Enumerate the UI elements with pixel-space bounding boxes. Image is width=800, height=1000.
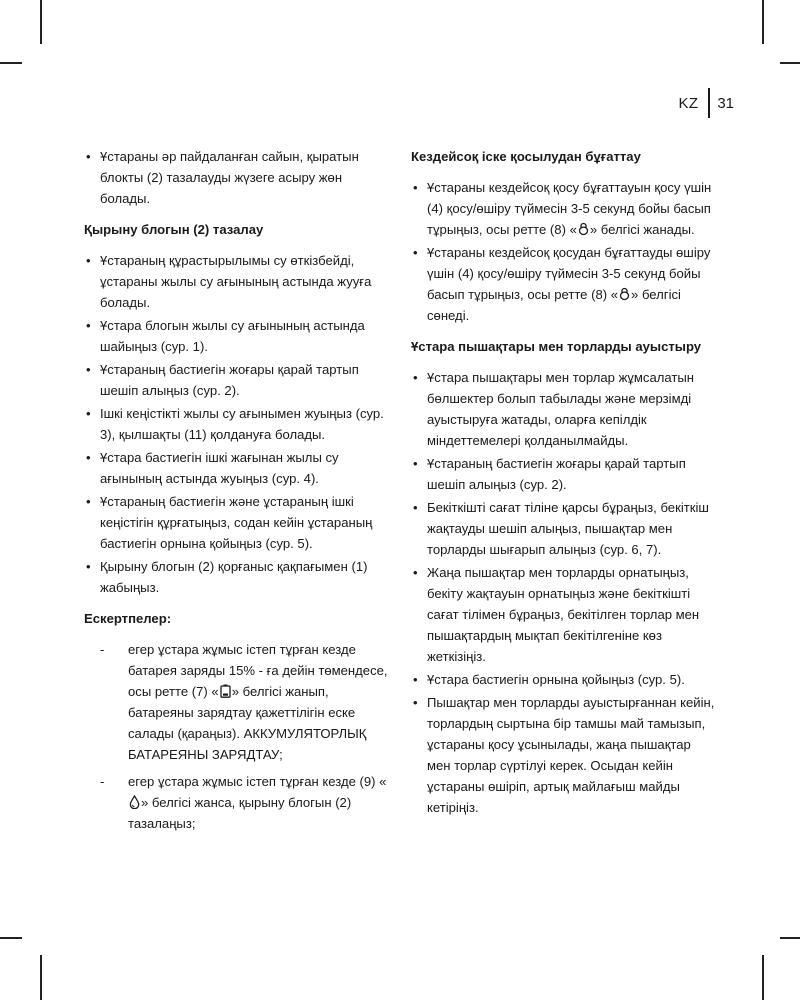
section-heading-replace: Ұстара пышақтары мен торларды ауыстыру — [411, 339, 702, 354]
bullet-mark: • — [86, 149, 91, 164]
bullet-mark: • — [413, 500, 418, 515]
bullet-mark: • — [413, 695, 418, 710]
list-item — [411, 177, 716, 240]
list-item-text: Ұстараның құрастырылымы су өткізбейді, ұстараны жылы су ағынының астында жууға болады. — [100, 253, 372, 310]
intro-list — [84, 146, 390, 209]
bullet-mark: • — [413, 180, 418, 195]
note-text-part: » белгісі жанса, қырыну блогын (2) тазалаңыз; — [128, 795, 352, 831]
list-item-text: Ұстара пышақтары мен торлар жұмсалатын бөлшектер болып табылады және мерзімді ауыстыруға жатады, оларға кепілдік міндеттемелері қолданылмайды. — [427, 370, 695, 448]
list-item-text: Ұстара блогын жылы су ағынының астында шайыңыз (сур. 1). — [100, 318, 365, 354]
lock-icon — [619, 287, 630, 301]
cleaning-list — [84, 250, 390, 598]
page-header — [679, 88, 734, 118]
list-item — [411, 692, 716, 818]
note-item — [100, 771, 390, 834]
right-column — [411, 146, 716, 828]
dash-mark: - — [100, 774, 105, 789]
bullet-mark: • — [86, 362, 91, 377]
note-text-part: » белгісі жанып, батареяны зарядтау қажеттілігін еске салады (қараңыз). АККУМУЛЯТОРЛЫҚ БАТАРЕЯНЫ ЗАРЯДТАУ; — [128, 684, 367, 762]
note-text-part: егер ұстара жұмыс істеп тұрған кезде батарея заряды 15% - ға дейін төмендесе, осы ретте (7) « — [128, 642, 388, 699]
bullet-mark: • — [86, 559, 91, 574]
bullet-mark: • — [413, 370, 418, 385]
list-item — [411, 497, 716, 560]
list-item — [84, 447, 390, 489]
left-column — [84, 146, 390, 844]
list-item — [411, 367, 716, 451]
dash-mark: - — [100, 642, 105, 657]
crop-mark — [780, 937, 800, 939]
crop-mark — [0, 62, 22, 64]
section-heading-lock: Кездейсоқ іске қосылудан бұғаттау — [411, 149, 641, 164]
bullet-mark: • — [86, 494, 91, 509]
list-item-text: Ұстараның бастиегін жоғары қарай тартып шешіп алыңыз (сур. 2). — [427, 456, 686, 492]
crop-mark — [40, 0, 42, 44]
list-item — [411, 562, 716, 667]
list-item-text: Жаңа пышақтар мен торларды орнатыңыз, бекіту жақтауын орнатыңыз және бекіткішті сағат тілімен бұраңыз, бекітілген торлар мен пышақтардың мықтап бекітілгеніне көз жеткізіңіз. — [427, 565, 700, 664]
replace-list — [411, 367, 716, 818]
list-item — [411, 669, 716, 690]
crop-mark — [780, 62, 800, 64]
language-code: KZ — [678, 94, 699, 112]
crop-mark — [762, 0, 764, 44]
list-item-text: Ұстараның бастиегін жоғары қарай тартып шешіп алыңыз (сур. 2). — [100, 362, 359, 398]
bullet-mark: • — [413, 565, 418, 580]
list-item-text: Ұстараны кездейсоқ қосу бұғаттауын қосу үшін (4) қосу/өшіру түймесін 3-5 секунд бойы басып тұрыңыз, осы ретте (8) « — [427, 180, 712, 237]
section-heading-cleaning: Қырыну блогын (2) тазалау — [84, 222, 264, 237]
list-item-text: Бекіткішті сағат тіліне қарсы бұраңыз, бекіткіш жақтауды шешіп алыңыз, пышақтар мен торларды шығарып алыңыз (сур. 6, 7). — [427, 500, 709, 557]
list-item — [84, 250, 390, 313]
bullet-mark: • — [86, 450, 91, 465]
bullet-mark: • — [413, 672, 418, 687]
crop-mark — [762, 955, 764, 1000]
shaver-drop-icon — [129, 795, 140, 809]
list-item — [84, 491, 390, 554]
bullet-mark: • — [413, 456, 418, 471]
bullet-mark: • — [413, 245, 418, 260]
list-item-text: Қырыну блогын (2) қорғаныс қақпағымен (1) жабыңыз. — [100, 559, 368, 595]
battery-low-icon — [220, 684, 231, 698]
lock-icon — [578, 222, 589, 236]
list-item — [84, 556, 390, 598]
list-item-text: Пышақтар мен торларды ауыстырғаннан кейін, торлардың сыртына бір тамшы май тамызып, ұстараны қосу ұсынылады, жаңа пышақтар мен торлар сүртілуі керек. Осыдан кейін ұстараны өшіріп, артық майлағыш майды кетіріңіз. — [427, 695, 715, 815]
list-item-text: Ұстараны кездейсоқ қосудан бұғаттауды өшіру үшін (4) қосу/өшіру түймесін 3-5 секунд бойы басып тұрыңыз, осы ретте (8) « — [427, 245, 711, 302]
page-number: 31 — [717, 94, 734, 112]
crop-mark — [40, 955, 42, 1000]
list-item — [84, 403, 390, 445]
lock-list — [411, 177, 716, 326]
note-item — [100, 639, 390, 765]
list-item-text: » белгісі сөнеді. — [427, 287, 681, 323]
list-item — [411, 242, 716, 326]
list-item — [411, 453, 716, 495]
list-item-text: Ұстара бастиегін ішкі жағынан жылы су ағынының астында жуыңыз (сур. 4). — [100, 450, 339, 486]
bullet-mark: • — [86, 318, 91, 333]
list-item — [84, 146, 390, 209]
list-item-text: Ішкі кеңістікті жылы су ағынымен жуыңыз (сур. 3), қылшақты (11) қолдануға болады. — [100, 406, 384, 442]
note-text-part: егер ұстара жұмыс істеп тұрған кезде (9) « — [128, 774, 387, 789]
list-item-text: Ұстараны әр пайдаланған сайын, қыратын блокты (2) тазалауды жүзеге асыру жөн болады. — [100, 149, 359, 206]
list-item-text: » белгісі жанады. — [589, 222, 695, 237]
bullet-mark: • — [86, 406, 91, 421]
notes-list — [84, 639, 390, 834]
list-item-text: Ұстара бастиегін орнына қойыңыз (сур. 5). — [427, 672, 685, 687]
list-item — [84, 315, 390, 357]
crop-mark — [0, 937, 22, 939]
list-item — [84, 359, 390, 401]
header-divider — [708, 88, 710, 118]
list-item-text: Ұстараның бастиегін және ұстараның ішкі кеңістігін құрғатыңыз, содан кейін ұстараның бастиегін орнына қойыңыз (сур. 5). — [100, 494, 373, 551]
notes-heading: Ескертпелер: — [84, 611, 172, 626]
bullet-mark: • — [86, 253, 91, 268]
